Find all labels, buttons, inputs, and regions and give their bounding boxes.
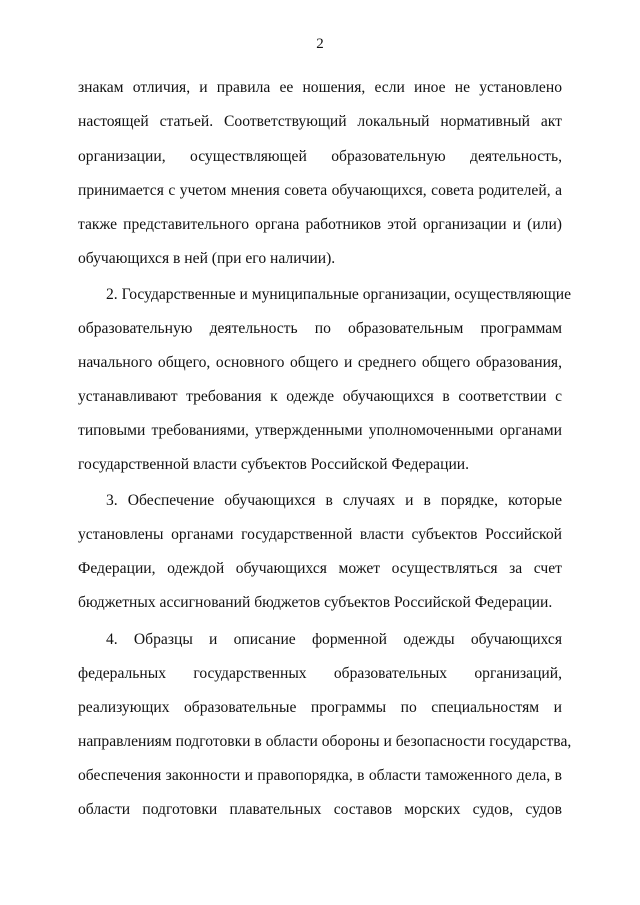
text-line: знакам отличия, и правила ее ношения, если иное не установлено xyxy=(78,79,562,96)
text-line: направлениям подготовки в области обороны и безопасности государства, xyxy=(78,733,572,750)
text-line: 2. Государственные и муниципальные организации, осуществляющие xyxy=(106,286,572,303)
page-number: 2 xyxy=(316,36,324,52)
text-line: федеральных государственных образовательных организаций, xyxy=(78,665,562,682)
text-line: организации, осуществляющей образовательную деятельность, xyxy=(78,148,562,165)
text-line: обеспечения законности и правопорядка, в области таможенного дела, в xyxy=(78,767,562,784)
text-line: обучающихся в ней (при его наличии). xyxy=(78,250,336,267)
text-line: 4. Образцы и описание форменной одежды обучающихся xyxy=(106,631,562,648)
text-line: государственной власти субъектов Российской Федерации. xyxy=(78,456,470,473)
text-line: также представительного органа работников этой организации и (или) xyxy=(78,216,562,233)
text-line: 3. Обеспечение обучающихся в случаях и в порядке, которые xyxy=(106,492,562,509)
text-line: реализующих образовательные программы по специальностям и xyxy=(78,699,562,716)
text-line: типовыми требованиями, утвержденными уполномоченными органами xyxy=(78,422,562,439)
text-line: настоящей статьей. Соответствующий локальный нормативный акт xyxy=(78,113,562,130)
text-line: области подготовки плавательных составов морских судов, судов xyxy=(78,801,562,818)
text-line: установлены органами государственной власти субъектов Российской xyxy=(78,526,562,543)
text-line: Федерации, одеждой обучающихся может осуществляться за счет xyxy=(78,560,562,577)
text-line: начального общего, основного общего и среднего общего образования, xyxy=(78,354,562,371)
text-line: образовательную деятельность по образовательным программам xyxy=(78,320,562,337)
text-line: принимается с учетом мнения совета обучающихся, совета родителей, а xyxy=(78,182,562,199)
text-line: устанавливают требования к одежде обучающихся в соответствии с xyxy=(78,388,562,405)
text-line: бюджетных ассигнований бюджетов субъектов Российской Федерации. xyxy=(78,594,553,611)
